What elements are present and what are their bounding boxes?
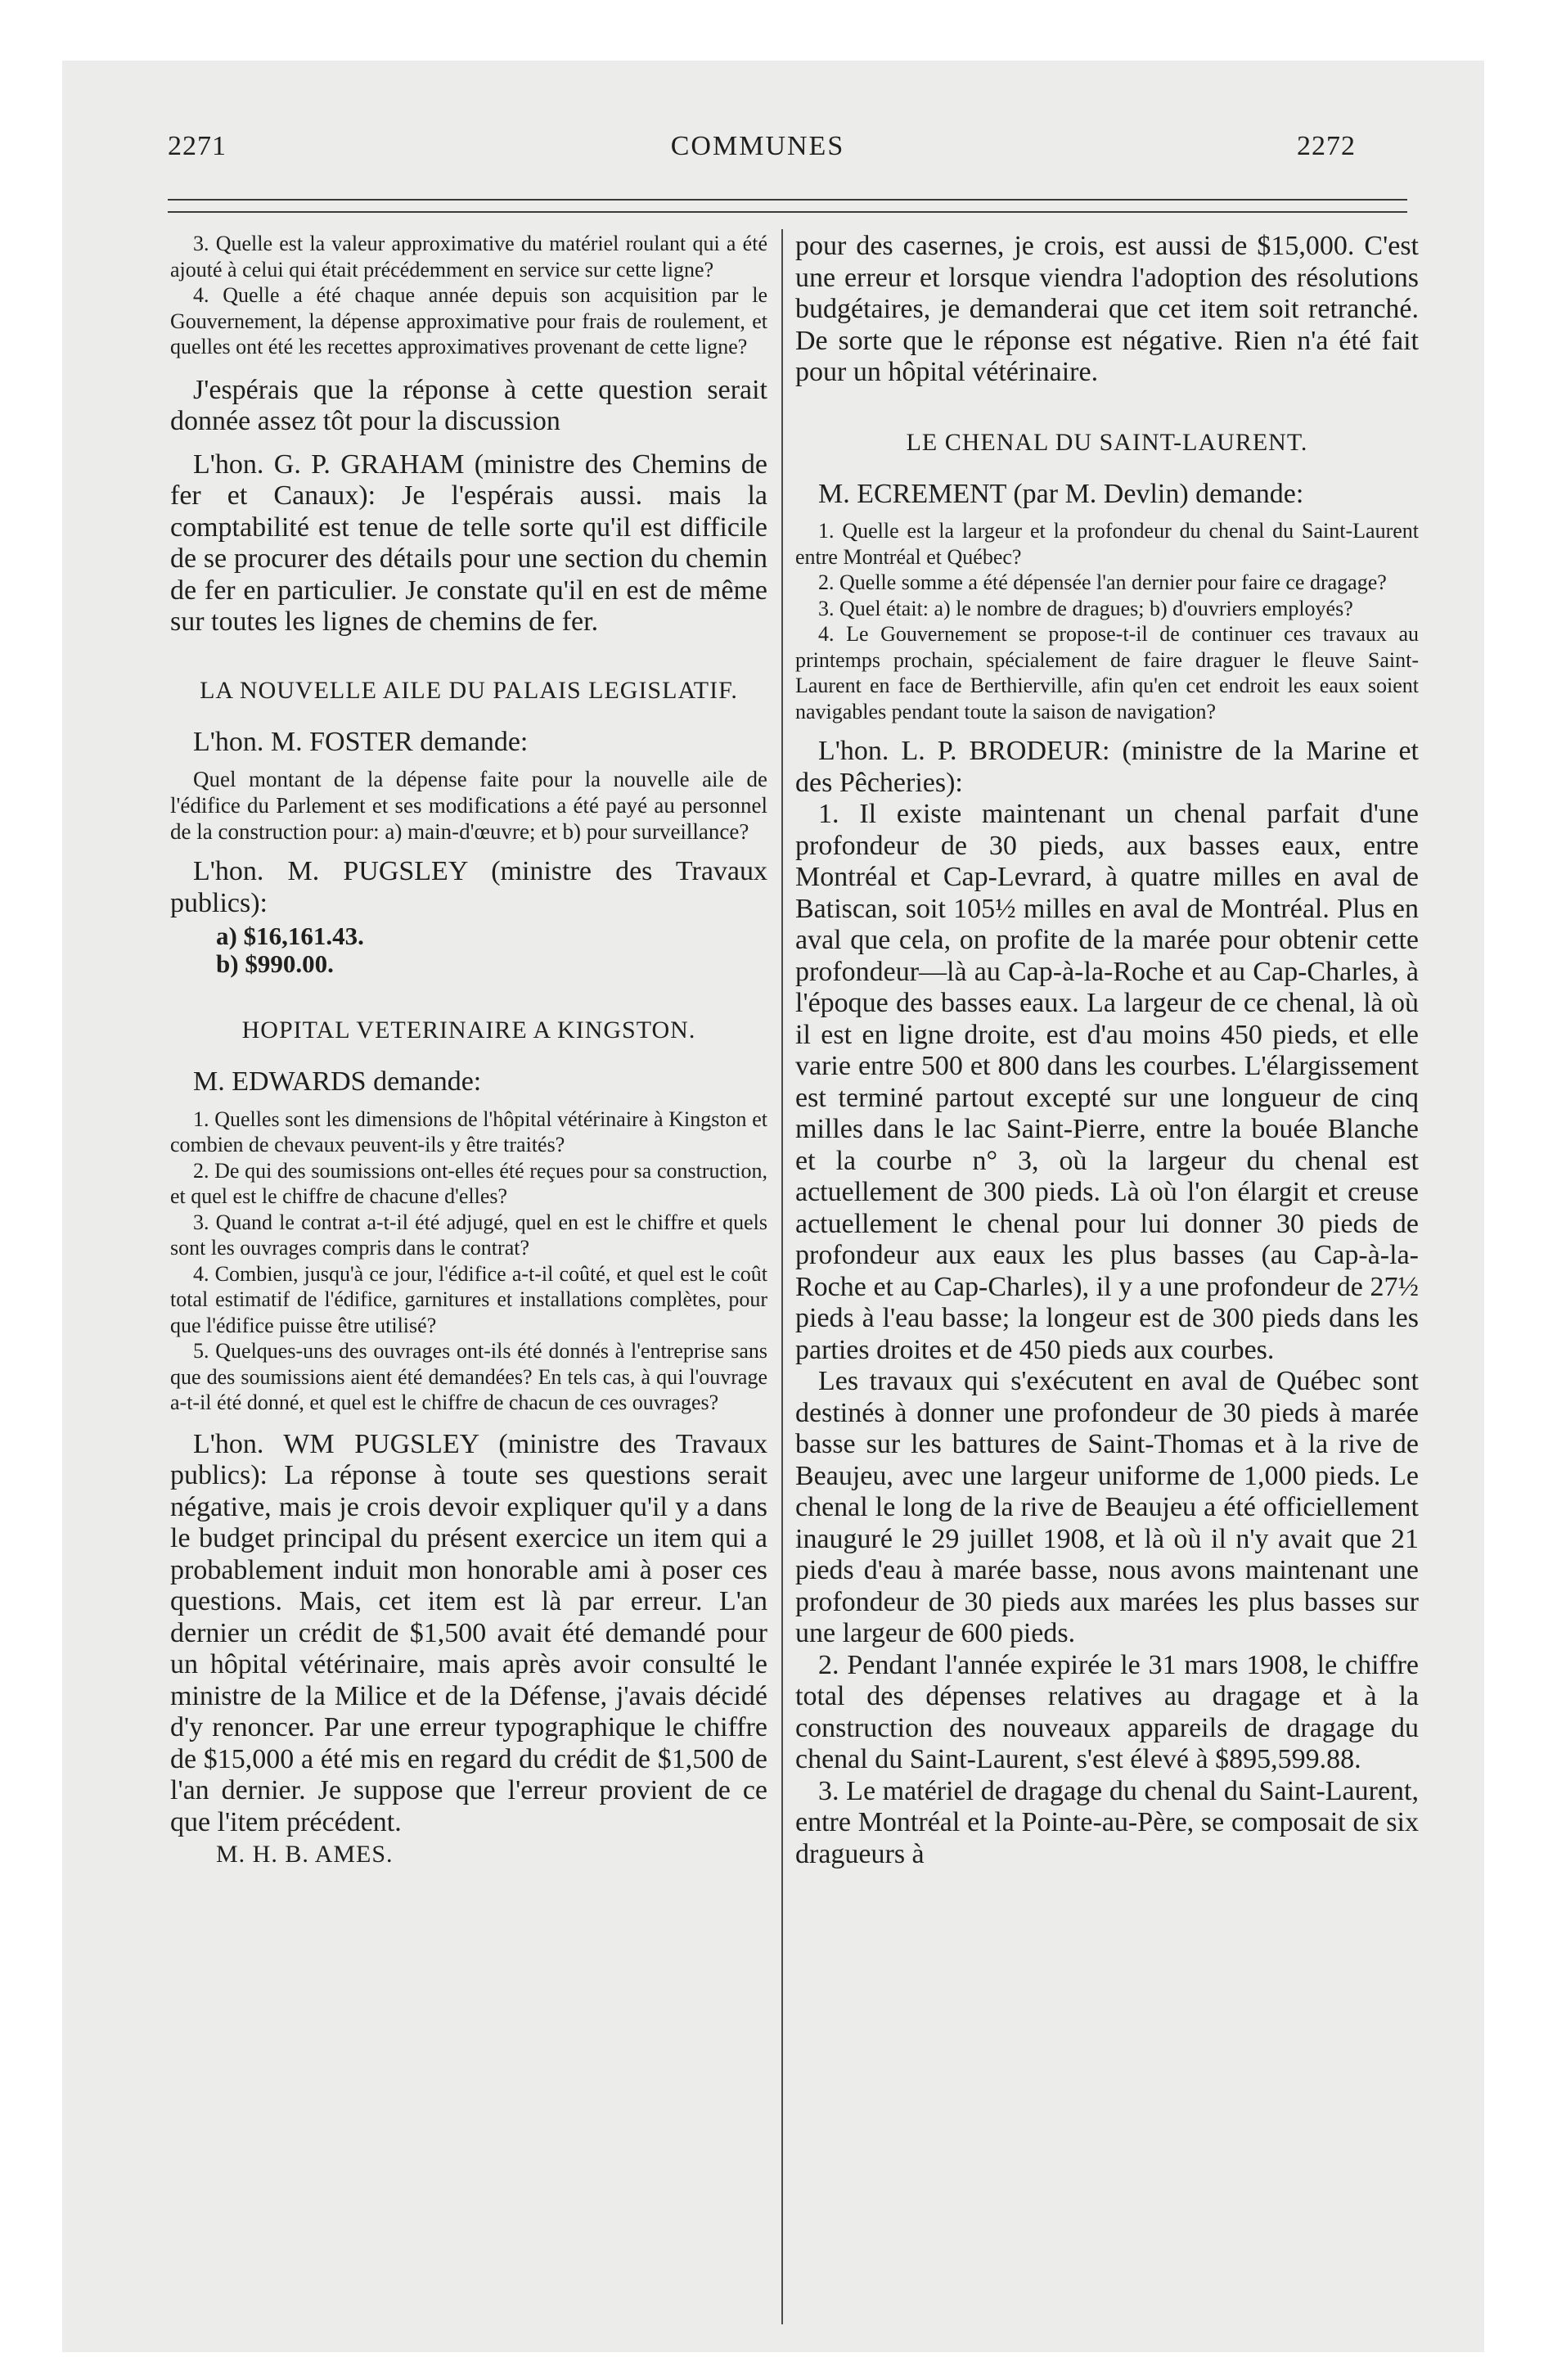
section-heading-chenal: LE CHENAL DU SAINT-LAURENT.: [906, 428, 1308, 456]
question-3: 3. Quelle est la valeur approximative du matériel roulant qui a été ajouté à celui qui était précédemment en service sur cette ligne?: [170, 232, 767, 282]
speaker-pugsley: L'hon. M. PUGSLEY (ministre des Travaux publics):: [170, 856, 767, 918]
question-chenal-2: 2. Quelle somme a été dépensée l'an dernier pour faire ce dragage?: [818, 570, 1387, 594]
speaker-brodeur: L'hon. L. P. BRODEUR: (ministre de la Marine et des Pêcheries):: [795, 736, 1419, 798]
amount-a: a) $16,161.43.: [216, 922, 364, 950]
page-header: [106, 75, 1409, 174]
question-4: 4. Quelle a été chaque année depuis son acquisition par le Gouvernement, la dépense approximative pour frais de roulement, et quelles ont été les recettes approximatives provenant de cette ligne?: [170, 283, 767, 358]
question-edwards-2: 2. De qui des soumissions ont-elles été reçues pour sa construction, et quel est le chiffre de chacune d'elles?: [170, 1158, 767, 1208]
question-edwards-3: 3. Quand le contrat a-t-il été adjugé, quel en est le chiffre et quels sont les ouvrages compris dans le contrat?: [170, 1210, 767, 1260]
right-column: [795, 231, 1419, 1870]
question-edwards-1: 1. Quelles sont les dimensions de l'hôpital vétérinaire à Kingston et combien de chevaux peuvent-ils y être traités?: [170, 1107, 767, 1156]
speaker-ecrement: M. ECREMENT (par M. Devlin) demande:: [818, 478, 1304, 509]
amount-b: b) $990.00.: [216, 949, 334, 978]
column-divider: [781, 229, 783, 2324]
header-rule-top: [168, 199, 1407, 201]
question-chenal-1: 1. Quelle est la largeur et la profondeur du chenal du Saint-Laurent entre Montréal et Québec?: [795, 519, 1419, 569]
paragraph-wm-pugsley: L'hon. WM PUGSLEY (ministre des Travaux publics): La réponse à toute ses questions serait négative, mais je crois devoir expliquer qu'il y a dans le budget principal du présent exercice un item qui a probablement induit mon honorable ami à poser ces questions. Mais, cet item est là par erreur. L'an dernier un crédit de $1,500 avait été demandé pour un hôpital vétérinaire, mais après avoir consulté le ministre de la Milice et de la Défense, j'avais décidé d'y renoncer. Par une erreur typographique le chiffre de $15,000 a été mis en regard du crédit de $1,500 de l'an dernier. Je suppose que l'erreur provient de ce que l'item précédent.: [170, 1428, 767, 1837]
question-edwards-4: 4. Combien, jusqu'à ce jour, l'édifice a-t-il coûté, et quel est le coût total estimatif de l'édifice, garnitures et installations complètes, pour que l'édifice puisse être utilisé?: [170, 1261, 767, 1337]
page-number-right: 2272: [1297, 131, 1356, 161]
answer-travaux: Les travaux qui s'exécutent en aval de Québec sont destinés à donner une profondeur de 30 pieds à marée basse sur les battures de Saint-Thomas et à la rive de Beaujeu, avec une largeur uniforme de 1,000 pieds. Le chenal le long de la rive de Beaujeu a été officiellement inauguré le 29 juillet 1908, et là où il n'y avait que 21 pieds d'eau à marée basse, nous avons maintenant une profondeur de 30 pieds aux marées les plus basses sur une largeur de 600 pieds.: [795, 1366, 1419, 1648]
question-foster: Quel montant de la dépense faite pour la nouvelle aile de l'édifice du Parlement et ses modifications a été payé au personnel de la construction pour: a) main-d'œuvre; et b) pour surveillance?: [170, 767, 767, 844]
question-chenal-4: 4. Le Gouvernement se propose-t-il de continuer ces travaux au printemps prochain, spécialement de faire draguer le fleuve Saint-Laurent en face de Berthierville, afin qu'en cet endroit les eaux soient navigables pendant toute la saison de navigation?: [795, 622, 1419, 723]
paragraph-hope: J'espérais que la réponse à cette question serait donnée assez tôt pour la discussion: [170, 374, 767, 436]
speaker-edwards: M. EDWARDS demande:: [193, 1066, 482, 1097]
speaker-foster: L'hon. M. FOSTER demande:: [193, 726, 529, 757]
page-number-left: 2271: [168, 131, 227, 161]
question-chenal-3: 3. Quel était: a) le nombre de dragues; b) d'ouvriers employés?: [818, 596, 1353, 620]
header-rule-bottom: [168, 211, 1407, 213]
page-title: COMMUNES: [670, 131, 845, 161]
answer-chenal-1: 1. Il existe maintenant un chenal parfait d'une profondeur de 30 pieds, aux basses eaux, entre Montréal et Cap-Levrard, à quatre milles en aval de Batiscan, soit 105½ milles en aval de Montréal. Plus en aval que cela, on profite de la marée pour obtenir cette profondeur—là au Cap-à-la-Roche et au Cap-Charles, à l'époque des basses eaux. La largeur de ce chenal, là où il est en ligne droite, est d'au moins 450 pieds, et elle varie entre 500 et 800 dans les courbes. L'élargissement est terminé partout excepté sur une longueur de cinq milles dans le lac Saint-Pierre, entre la bouée Blanche et la courbe n° 3, où la largeur du chenal est actuellement de 300 pieds. Là où l'on élargit et creuse actuellement le chenal pour lui donner 30 pieds de profondeur aux eaux les plus basses (au Cap-à-la-Roche et au Cap-Charles), il y a une profondeur de 27½ pieds à l'eau basse; la longeur est de 300 pieds dans les parties droites et de 450 pieds aux courbes.: [795, 799, 1419, 1365]
question-edwards-5: 5. Quelques-uns des ouvrages ont-ils été donnés à l'entreprise sans que des soumissions aient été demandées? En tels cas, à qui l'ouvrage a-t-il été donné, et quel est le chiffre de chacun de ces ouvrages?: [170, 1339, 767, 1414]
answer-chenal-3: 3. Le matériel de dragage du chenal du Saint-Laurent, entre Montréal et la Pointe-au-Père, se composait de six dragueurs à: [795, 1775, 1419, 1869]
answer-chenal-2: 2. Pendant l'année expirée le 31 mars 1908, le chiffre total des dépenses relatives au dragage et à la construction des nouveaux appareils de dragage du chenal du Saint-Laurent, s'est élevé à $895,599.88.: [795, 1649, 1419, 1774]
paragraph-graham: L'hon. G. P. GRAHAM (ministre des Chemins de fer et Canaux): Je l'espérais aussi. mais la comptabilité est tenue de telle sorte qu'il est difficile de se procurer des détails pour une section du chemin de fer en particulier. Je constate qu'il en est de même sur toutes les lignes de chemins de fer.: [170, 449, 767, 637]
left-column: [170, 231, 767, 1871]
paragraph-casernes: pour des casernes, je crois, est aussi de $15,000. C'est une erreur et lorsque viendra l'adoption des résolutions budgétaires, je demanderai que cet item soit retranché. De sorte que le réponse est négative. Rien n'a été fait pour un hôpital vétérinaire.: [795, 231, 1419, 387]
section-heading-hopital: HOPITAL VETERINAIRE A KINGSTON.: [241, 1016, 696, 1044]
signature-ames: M. H. B. AMES.: [216, 1841, 394, 1868]
section-heading-aile: LA NOUVELLE AILE DU PALAIS LEGISLATIF.: [200, 676, 738, 704]
